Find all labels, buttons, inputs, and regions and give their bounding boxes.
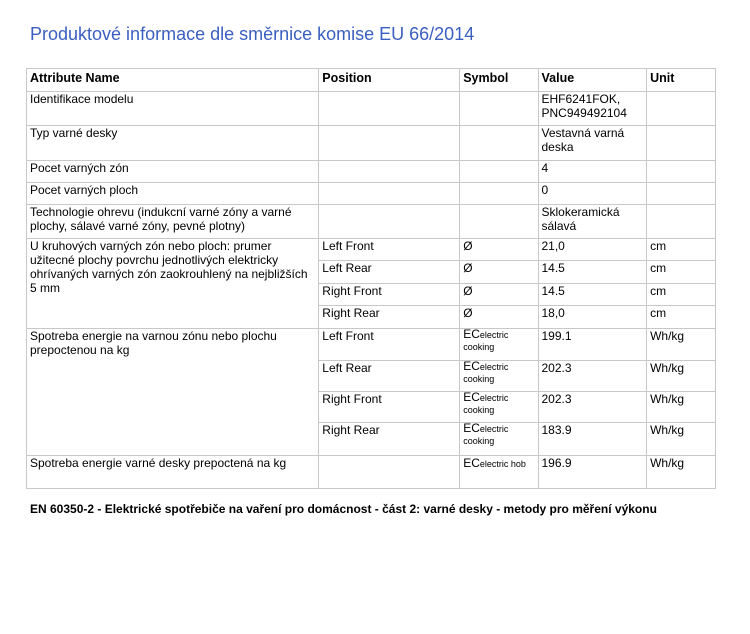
cell-value: 199.1 [538, 329, 647, 361]
symbol-main: EC [463, 359, 480, 373]
table-row-zones [27, 161, 716, 183]
cell-position: Left Rear [319, 361, 460, 392]
cell-unit: Wh/kg [647, 423, 716, 456]
cell-position [319, 205, 460, 239]
table-row-type [27, 126, 716, 161]
table-row-diameter [27, 239, 716, 261]
cell-symbol [460, 423, 538, 456]
symbol-sub: cooking [463, 436, 495, 446]
cell-unit [647, 161, 716, 183]
cell-unit [647, 92, 716, 126]
cell-position [319, 92, 460, 126]
symbol-sub: electric [479, 424, 509, 434]
cell-unit [647, 183, 716, 205]
table-row-technology [27, 205, 716, 239]
table-row-energy-zone [27, 329, 716, 361]
cell-symbol: Ø [460, 284, 538, 306]
cell-value: 14.5 [538, 261, 647, 284]
symbol-sub: cooking [463, 374, 495, 384]
cell-position: Left Rear [319, 261, 460, 284]
symbol-sub: electric [479, 362, 509, 372]
cell-attribute: Typ varné desky [27, 126, 319, 161]
cell-symbol [460, 392, 538, 423]
header-value: Value [538, 69, 647, 92]
cell-symbol [460, 126, 538, 161]
cell-position: Right Rear [319, 423, 460, 456]
cell-value: 4 [538, 161, 647, 183]
cell-value: 202.3 [538, 361, 647, 392]
symbol-sub: electric [479, 330, 509, 340]
cell-position: Right Rear [319, 306, 460, 329]
cell-unit: cm [647, 239, 716, 261]
table-header-row [27, 69, 716, 92]
cell-symbol: Ø [460, 239, 538, 261]
cell-attribute: Technologie ohrevu (indukcní varné zóny a varné plochy, sálavé varné zóny, pevné plotny) [27, 205, 319, 239]
cell-unit: Wh/kg [647, 329, 716, 361]
cell-position [319, 126, 460, 161]
cell-symbol [460, 361, 538, 392]
header-symbol: Symbol [460, 69, 538, 92]
cell-position: Right Front [319, 284, 460, 306]
cell-value: 14.5 [538, 284, 647, 306]
symbol-main: EC [463, 421, 480, 435]
cell-value: 0 [538, 183, 647, 205]
header-attribute: Attribute Name [27, 69, 319, 92]
cell-position: Left Front [319, 239, 460, 261]
cell-symbol [460, 183, 538, 205]
cell-symbol [460, 92, 538, 126]
table-row-energy-hob [27, 456, 716, 489]
symbol-sub: cooking [463, 342, 495, 352]
cell-value [538, 92, 647, 126]
cell-value: 183.9 [538, 423, 647, 456]
cell-position: Right Front [319, 392, 460, 423]
cell-position [319, 456, 460, 489]
cell-attribute: Identifikace modelu [27, 92, 319, 126]
cell-symbol: Ø [460, 261, 538, 284]
cell-unit: Wh/kg [647, 392, 716, 423]
cell-unit: Wh/kg [647, 456, 716, 489]
symbol-main: EC [463, 327, 480, 341]
cell-value: 21,0 [538, 239, 647, 261]
cell-value: 18,0 [538, 306, 647, 329]
value-line-2: sálavá [541, 219, 577, 233]
table-row-model [27, 92, 716, 126]
cell-value [538, 205, 647, 239]
value-line-1: EHF6241FOK, [541, 92, 621, 106]
cell-attribute: Spotreba energie varné desky prepoctená na kg [27, 456, 319, 489]
cell-unit: cm [647, 306, 716, 329]
standard-reference: EN 60350-2 - Elektrické spotřebiče na vaření pro domácnost - část 2: varné desky - metody pro měření výkonu [30, 502, 657, 516]
value-line-2: PNC949492104 [541, 106, 627, 120]
cell-value [538, 126, 647, 161]
cell-attribute: Spotreba energie na varnou zónu nebo plochu prepoctenou na kg [27, 329, 319, 456]
symbol-sub: electric [479, 393, 509, 403]
cell-unit: cm [647, 261, 716, 284]
cell-unit: Wh/kg [647, 361, 716, 392]
cell-unit [647, 126, 716, 161]
value-line-1: Vestavná varná [541, 126, 625, 140]
cell-position [319, 183, 460, 205]
table-row-areas [27, 183, 716, 205]
cell-attribute: Pocet varných ploch [27, 183, 319, 205]
header-unit: Unit [647, 69, 716, 92]
cell-position: Left Front [319, 329, 460, 361]
value-line-2: deska [541, 140, 574, 154]
header-position: Position [319, 69, 460, 92]
cell-value: 196.9 [538, 456, 647, 489]
cell-unit: cm [647, 284, 716, 306]
cell-symbol [460, 456, 538, 489]
cell-symbol [460, 161, 538, 183]
cell-symbol [460, 205, 538, 239]
cell-symbol: Ø [460, 306, 538, 329]
value-line-1: Sklokeramická [541, 205, 620, 219]
symbol-sub: electric hob [479, 459, 526, 469]
symbol-main: EC [463, 390, 480, 404]
symbol-sub: cooking [463, 405, 495, 415]
symbol-main: EC [463, 456, 480, 470]
cell-position [319, 161, 460, 183]
cell-unit [647, 205, 716, 239]
cell-attribute: Pocet varných zón [27, 161, 319, 183]
cell-attribute: U kruhových varných zón nebo ploch: prumer užitecné plochy povrchu jednotlivých elektricky ohrívaných varných zón zaokrouhlený na nejbližších 5 mm [27, 239, 319, 329]
cell-value: 202.3 [538, 392, 647, 423]
page-title: Produktové informace dle směrnice komise EU 66/2014 [30, 24, 475, 44]
cell-symbol [460, 329, 538, 361]
product-info-table [26, 68, 716, 489]
